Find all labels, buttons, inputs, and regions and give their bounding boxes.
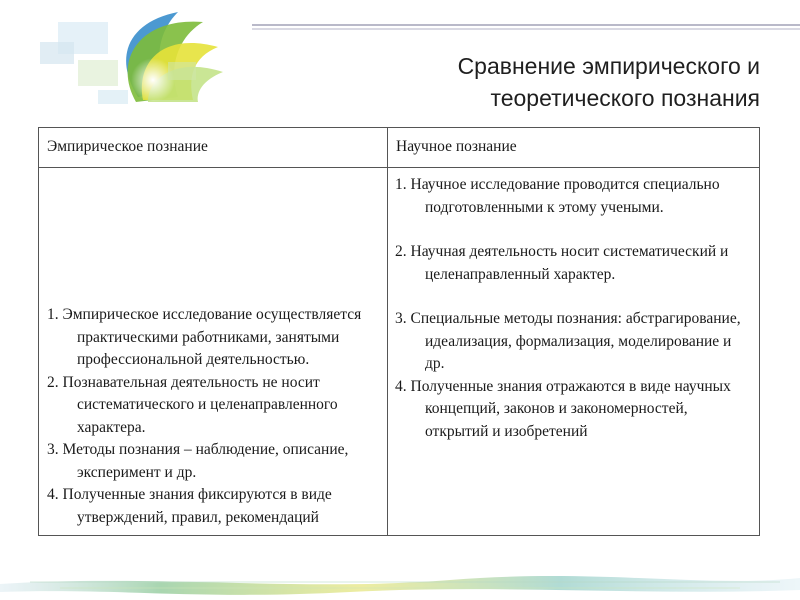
comparison-table <box>38 127 760 536</box>
scientific-cell <box>388 168 760 536</box>
title-line-2: теоретического познания <box>490 85 760 111</box>
header-rule <box>252 24 800 30</box>
scientific-item-2: 2. Научная деятельность носит систематический и целенаправленный характер. <box>395 243 729 283</box>
table-row <box>39 168 760 536</box>
header-scientific: Научное познание <box>388 128 760 168</box>
empirical-item-4: 4. Полученные знания фиксируются в виде утверждений, правил, рекомендаций <box>47 486 332 526</box>
page-title <box>280 50 760 114</box>
scientific-item-3: 3. Специальные методы познания: абстрагирование, идеализация, формализация, моделирование и др. <box>395 310 741 372</box>
table-header-row <box>39 128 760 168</box>
empirical-item-1: 1. Эмпирическое исследование осуществляется практическими работниками, занятыми профессиональной деятельностью. <box>47 306 362 368</box>
empirical-item-2: 2. Познавательная деятельность не носит систематического и целенаправленного характера. <box>47 373 338 436</box>
empirical-item-3: 3. Методы познания – наблюдение, описание, эксперимент и др. <box>47 441 349 481</box>
title-line-1: Сравнение эмпирического и <box>457 53 760 79</box>
abstract-logo-icon <box>18 2 248 122</box>
header-empirical: Эмпирическое познание <box>39 128 388 168</box>
scientific-item-1: 1. Научное исследование проводится специально подготовленными к этому учеными. <box>395 176 720 216</box>
scientific-item-4: 4. Полученные знания отражаются в виде научных концепций, законов и закономерностей, открытий и изобретений <box>395 377 731 440</box>
empirical-cell <box>39 168 388 536</box>
footer-band-icon <box>0 568 800 598</box>
